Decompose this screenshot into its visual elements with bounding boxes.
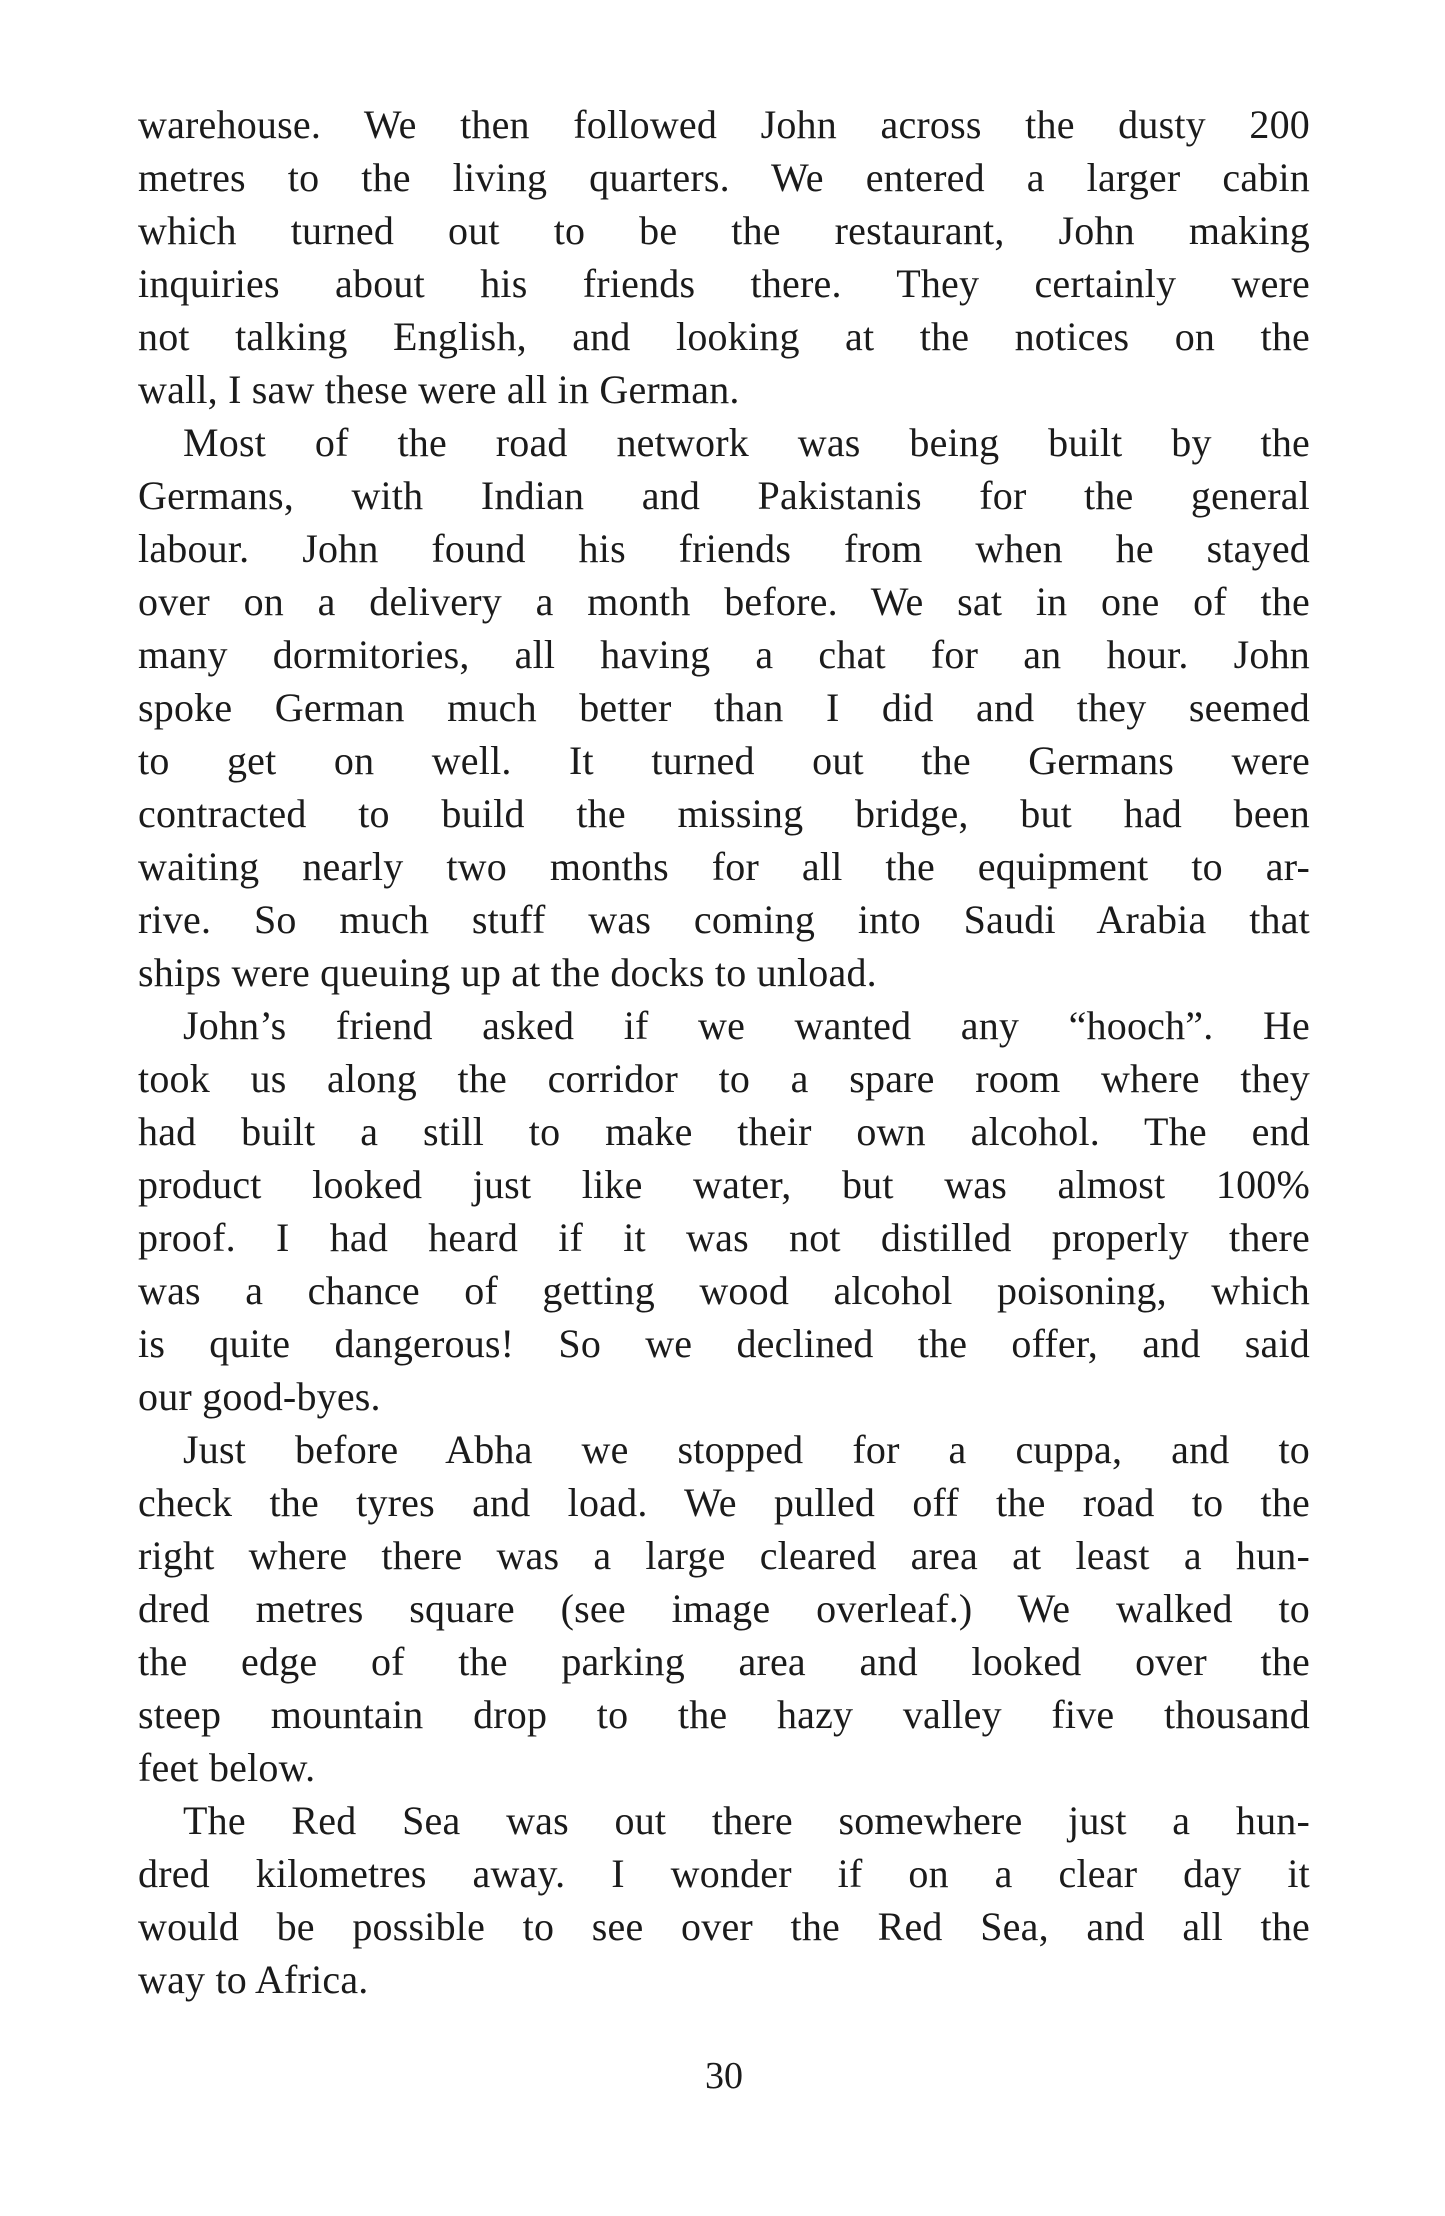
text-line: labour. John found his friends from when he stayed xyxy=(138,526,1310,571)
text-line: ships were queuing up at the docks to unload. xyxy=(138,950,877,995)
text-line: would be possible to see over the Red Sea, and all the xyxy=(138,1904,1310,1949)
text-line: steep mountain drop to the hazy valley five thousand xyxy=(138,1692,1310,1737)
paragraph xyxy=(138,1794,1310,2006)
paragraph xyxy=(138,999,1310,1423)
text-line: the edge of the parking area and looked over the xyxy=(138,1639,1310,1684)
paragraph xyxy=(138,416,1310,999)
text-line: not talking English, and looking at the notices on the xyxy=(138,314,1310,359)
text-line: over on a delivery a month before. We sat in one of the xyxy=(138,579,1310,624)
text-line: metres to the living quarters. We entered a larger cabin xyxy=(138,155,1310,200)
text-line: The Red Sea was out there somewhere just a hun- xyxy=(183,1798,1310,1843)
text-line: waiting nearly two months for all the equipment to ar- xyxy=(138,844,1310,889)
text-line: which turned out to be the restaurant, John making xyxy=(138,208,1310,253)
text-line: spoke German much better than I did and they seemed xyxy=(138,685,1310,730)
page-text xyxy=(138,98,1310,2006)
text-line: warehouse. We then followed John across the dusty 200 xyxy=(138,102,1310,147)
text-line: John’s friend asked if we wanted any “hooch”. He xyxy=(183,1003,1310,1048)
text-line: wall, I saw these were all in German. xyxy=(138,367,740,412)
text-line: Just before Abha we stopped for a cuppa, and to xyxy=(183,1427,1310,1472)
text-line: way to Africa. xyxy=(138,1957,369,2002)
paragraph xyxy=(138,1423,1310,1794)
page-number: 30 xyxy=(705,2055,743,2097)
text-line: check the tyres and load. We pulled off the road to the xyxy=(138,1480,1310,1525)
text-line: dred kilometres away. I wonder if on a clear day it xyxy=(138,1851,1310,1896)
text-line: contracted to build the missing bridge, but had been xyxy=(138,791,1310,836)
text-line: took us along the corridor to a spare room where they xyxy=(138,1056,1310,1101)
text-line: right where there was a large cleared area at least a hun- xyxy=(138,1533,1310,1578)
text-line: inquiries about his friends there. They certainly were xyxy=(138,261,1310,306)
text-line: to get on well. It turned out the Germans were xyxy=(138,738,1310,783)
text-line: rive. So much stuff was coming into Saudi Arabia that xyxy=(138,897,1310,942)
text-line: is quite dangerous! So we declined the offer, and said xyxy=(138,1321,1310,1366)
text-line: our good-byes. xyxy=(138,1374,381,1419)
text-line: dred metres square (see image overleaf.) We walked to xyxy=(138,1586,1310,1631)
paragraph xyxy=(138,98,1310,416)
text-line: product looked just like water, but was almost 100% xyxy=(138,1162,1310,1207)
text-line: had built a still to make their own alcohol. The end xyxy=(138,1109,1310,1154)
text-line: Germans, with Indian and Pakistanis for the general xyxy=(138,473,1310,518)
text-line: feet below. xyxy=(138,1745,316,1790)
text-line: many dormitories, all having a chat for an hour. John xyxy=(138,632,1310,677)
text-line: proof. I had heard if it was not distilled properly there xyxy=(138,1215,1310,1260)
text-line: Most of the road network was being built by the xyxy=(183,420,1310,465)
text-line: was a chance of getting wood alcohol poisoning, which xyxy=(138,1268,1310,1313)
